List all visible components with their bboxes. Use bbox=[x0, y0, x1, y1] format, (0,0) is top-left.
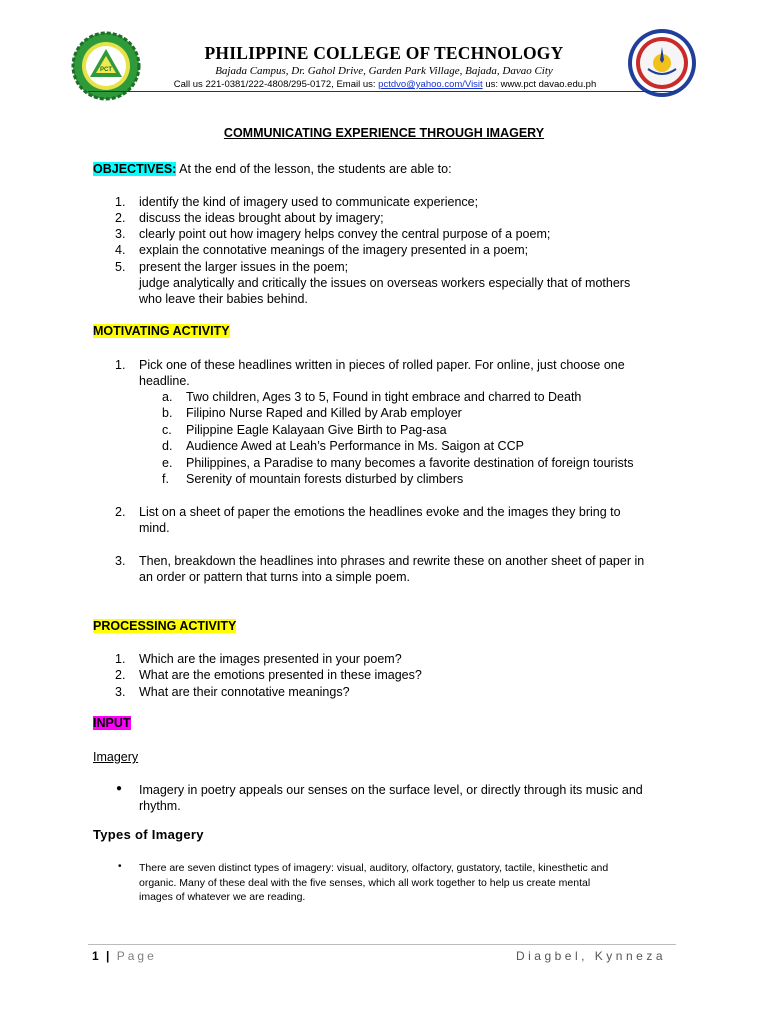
processing-item: What are their connotative meanings? bbox=[139, 685, 350, 699]
input-heading bbox=[93, 716, 131, 730]
headline-letter: b. bbox=[162, 406, 173, 420]
footer-divider bbox=[88, 944, 676, 945]
objective-item: present the larger issues in the poem; bbox=[139, 260, 349, 274]
motivating-item-text: headline. bbox=[139, 374, 190, 388]
motivating-label: MOTIVATING ACTIVITY bbox=[93, 324, 230, 338]
headline-letter: a. bbox=[162, 390, 173, 404]
svg-text:PCT: PCT bbox=[100, 67, 112, 73]
page-separator: | bbox=[106, 949, 112, 963]
headline-item: Serenity of mountain forests disturbed by climbers bbox=[186, 472, 464, 486]
headline-letter: f. bbox=[162, 472, 169, 486]
imagery-definition: Imagery in poetry appeals our senses on the surface level, or directly through its music and bbox=[139, 783, 643, 797]
processing-item-number: 1. bbox=[115, 652, 126, 666]
objective-number: 3. bbox=[115, 227, 126, 241]
headline-item: Audience Awed at Leah’s Performance in Ms. Saigon at CCP bbox=[186, 439, 524, 453]
college-name: PHILIPPINE COLLEGE OF TECHNOLOGY bbox=[204, 43, 564, 63]
objective-item: identify the kind of imagery used to communicate experience; bbox=[139, 195, 479, 209]
contact-prefix: Call us 221-0381/222-4808/295-0172, Email us: bbox=[173, 79, 379, 90]
motivating-heading bbox=[93, 324, 230, 338]
input-label: INPUT bbox=[93, 716, 131, 730]
motivating-item-number: 2. bbox=[115, 505, 126, 519]
objectives-intro-text: At the end of the lesson, the students are able to: bbox=[176, 162, 452, 176]
processing-item: Which are the images presented in your poem? bbox=[139, 652, 402, 666]
motivating-item-text: List on a sheet of paper the emotions the headlines evoke and the images they bring to bbox=[139, 505, 621, 519]
types-description: organic. Many of these deal with the five senses, which all work together to help us create mental bbox=[139, 877, 591, 889]
college-contact bbox=[120, 79, 650, 90]
objective-number: 4. bbox=[115, 243, 126, 257]
processing-item: What are the emotions presented in these images? bbox=[139, 668, 422, 682]
lesson-title: COMMUNICATING EXPERIENCE THROUGH IMAGERY bbox=[223, 126, 545, 140]
objective-extra-line: who leave their babies behind. bbox=[139, 292, 308, 306]
headline-letter: e. bbox=[162, 456, 173, 470]
contact-email-link[interactable]: pctdvo@yahoo.com/Visit bbox=[378, 79, 483, 90]
headline-item: Philippines, a Paradise to many becomes a favorite destination of foreign tourists bbox=[186, 456, 634, 470]
objectives-label: OBJECTIVES: bbox=[93, 162, 177, 176]
objective-number: 5. bbox=[115, 260, 126, 274]
bullet-icon: ● bbox=[116, 783, 123, 794]
headline-letter: d. bbox=[162, 439, 173, 453]
processing-label: PROCESSING ACTIVITY bbox=[93, 619, 237, 633]
objective-item: explain the connotative meanings of the imagery presented in a poem; bbox=[139, 243, 529, 257]
headline-item: Two children, Ages 3 to 5, Found in tight embrace and charred to Death bbox=[186, 390, 582, 404]
bullet-icon: • bbox=[118, 861, 122, 872]
objective-extra-line: judge analytically and critically the issues on overseas workers especially that of mothers bbox=[139, 276, 631, 290]
headline-letter: c. bbox=[162, 423, 172, 437]
processing-item-number: 2. bbox=[115, 668, 126, 682]
objective-item: clearly point out how imagery helps convey the central purpose of a poem; bbox=[139, 227, 551, 241]
types-description: images of whatever we are reading. bbox=[139, 891, 306, 903]
motivating-item-number: 3. bbox=[115, 554, 126, 568]
page-label: Page bbox=[116, 949, 157, 963]
objective-number: 2. bbox=[115, 211, 126, 225]
footer-author: Diagbel, Kynneza bbox=[515, 949, 666, 963]
contact-suffix: us: www.pct davao.edu.ph bbox=[482, 79, 597, 90]
motivating-item-text: mind. bbox=[139, 521, 170, 535]
motivating-item-number: 1. bbox=[115, 358, 126, 372]
imagery-heading: Imagery bbox=[93, 750, 139, 764]
processing-item-number: 3. bbox=[115, 685, 126, 699]
objectives-intro bbox=[93, 162, 452, 176]
header-divider bbox=[88, 91, 676, 92]
motivating-item-text: Then, breakdown the headlines into phrases and rewrite these on another sheet of paper in bbox=[139, 554, 645, 568]
objective-item: discuss the ideas brought about by imagery; bbox=[139, 211, 384, 225]
headline-item: Filipino Nurse Raped and Killed by Arab employer bbox=[186, 406, 462, 420]
imagery-definition: rhythm. bbox=[139, 799, 181, 813]
college-address: Bajada Campus, Dr. Gahol Drive, Garden Park Village, Bajada, Davao City bbox=[215, 65, 553, 77]
motivating-item-text: Pick one of these headlines written in pieces of rolled paper. For online, just choose one bbox=[139, 358, 625, 372]
processing-heading bbox=[93, 619, 236, 633]
types-of-imagery-heading: Types of Imagery bbox=[93, 827, 204, 842]
objective-number: 1. bbox=[115, 195, 126, 209]
headline-item: Pilippine Eagle Kalayaan Give Birth to Pag-asa bbox=[186, 423, 447, 437]
page-footer bbox=[92, 949, 157, 963]
types-description: There are seven distinct types of imagery: visual, auditory, olfactory, gustatory, tactile, kinesthetic and bbox=[139, 862, 609, 874]
page-number: 1 bbox=[92, 949, 101, 963]
motivating-item-text: an order or pattern that turns into a simple poem. bbox=[139, 570, 410, 584]
